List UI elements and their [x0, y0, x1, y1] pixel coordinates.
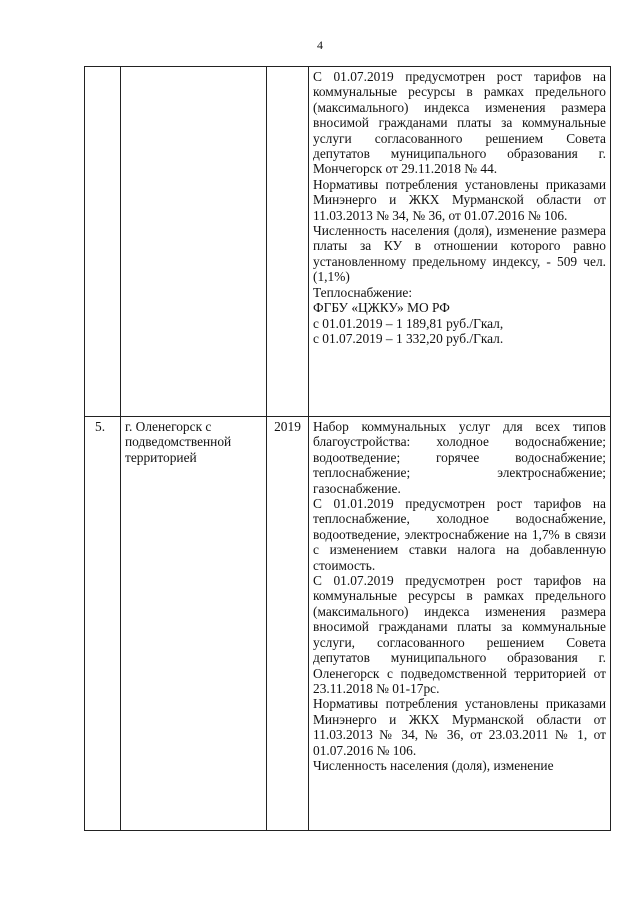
description-paragraph: ФГБУ «ЦЖКУ» МО РФ [313, 300, 450, 316]
row-number: 5. [85, 417, 121, 831]
description-paragraph: с 01.07.2019 – 1 332,20 руб./Гкал. [313, 330, 504, 346]
table-row [85, 417, 611, 831]
row-number [85, 67, 121, 417]
year-cell: 2019 [267, 417, 309, 831]
table-row [85, 67, 611, 417]
page-number: 4 [317, 38, 323, 52]
territory-cell [121, 67, 267, 417]
description-paragraph: С 01.07.2019 предусмотрен рост тарифов на коммунальные ресурсы в рамках предельного (максимального) индекса изменения размера вносимой гражданами платы за коммунальные услуги, согласованного решением Совета депутатов муниципального образования г. Оленегорск с подведомственной территорией от 23.11.2018 № 01-17рс. [313, 573, 606, 696]
description-cell [309, 417, 611, 831]
description-paragraph: с 01.01.2019 – 1 189,81 руб./Гкал, [313, 315, 504, 331]
description-cell [309, 67, 611, 417]
description-paragraph: Численность населения (доля), изменение размера платы за КУ в отношении которого равно установленному предельному индексу, - 509 чел. (1,1%) [313, 223, 606, 285]
year-cell [267, 67, 309, 417]
description-paragraph: Численность населения (доля), изменение [313, 757, 554, 773]
tariff-table [84, 66, 611, 831]
description-paragraph: С 01.01.2019 предусмотрен рост тарифов на теплоснабжение, холодное водоснабжение, водоотведение, электроснабжение на 1,7% в связи с изменением ставки налога на добавленную стоимость. [313, 496, 606, 573]
description-paragraph: Нормативы потребления установлены приказами Минэнерго и ЖКХ Мурманской области от 11.03.2013 № 34, № 36, от 01.07.2016 № 106. [313, 176, 606, 223]
description-paragraph: Набор коммунальных услуг для всех типов благоустройства: холодное водоснабжение; водоотведение; горячее водоснабжение; теплоснабжение; электроснабжение; газоснабжение. [313, 419, 606, 496]
description-paragraph: С 01.07.2019 предусмотрен рост тарифов на коммунальные ресурсы в рамках предельного (максимального) индекса изменения размера вносимой гражданами платы за коммунальные услуги согласованного решением Совета депутатов муниципального образования г. Мончегорск от 29.11.2018 № 44. [313, 69, 606, 177]
description-paragraph: Теплоснабжение: [313, 284, 413, 300]
description-paragraph: Нормативы потребления установлены приказами Минэнерго и ЖКХ Мурманской области от 11.03.2013 № 34, № 36, от 23.03.2011 № 1, от 01.07.2016 № 106. [313, 696, 606, 758]
territory-cell: г. Оленегорск с подведомственной территорией [121, 417, 267, 831]
